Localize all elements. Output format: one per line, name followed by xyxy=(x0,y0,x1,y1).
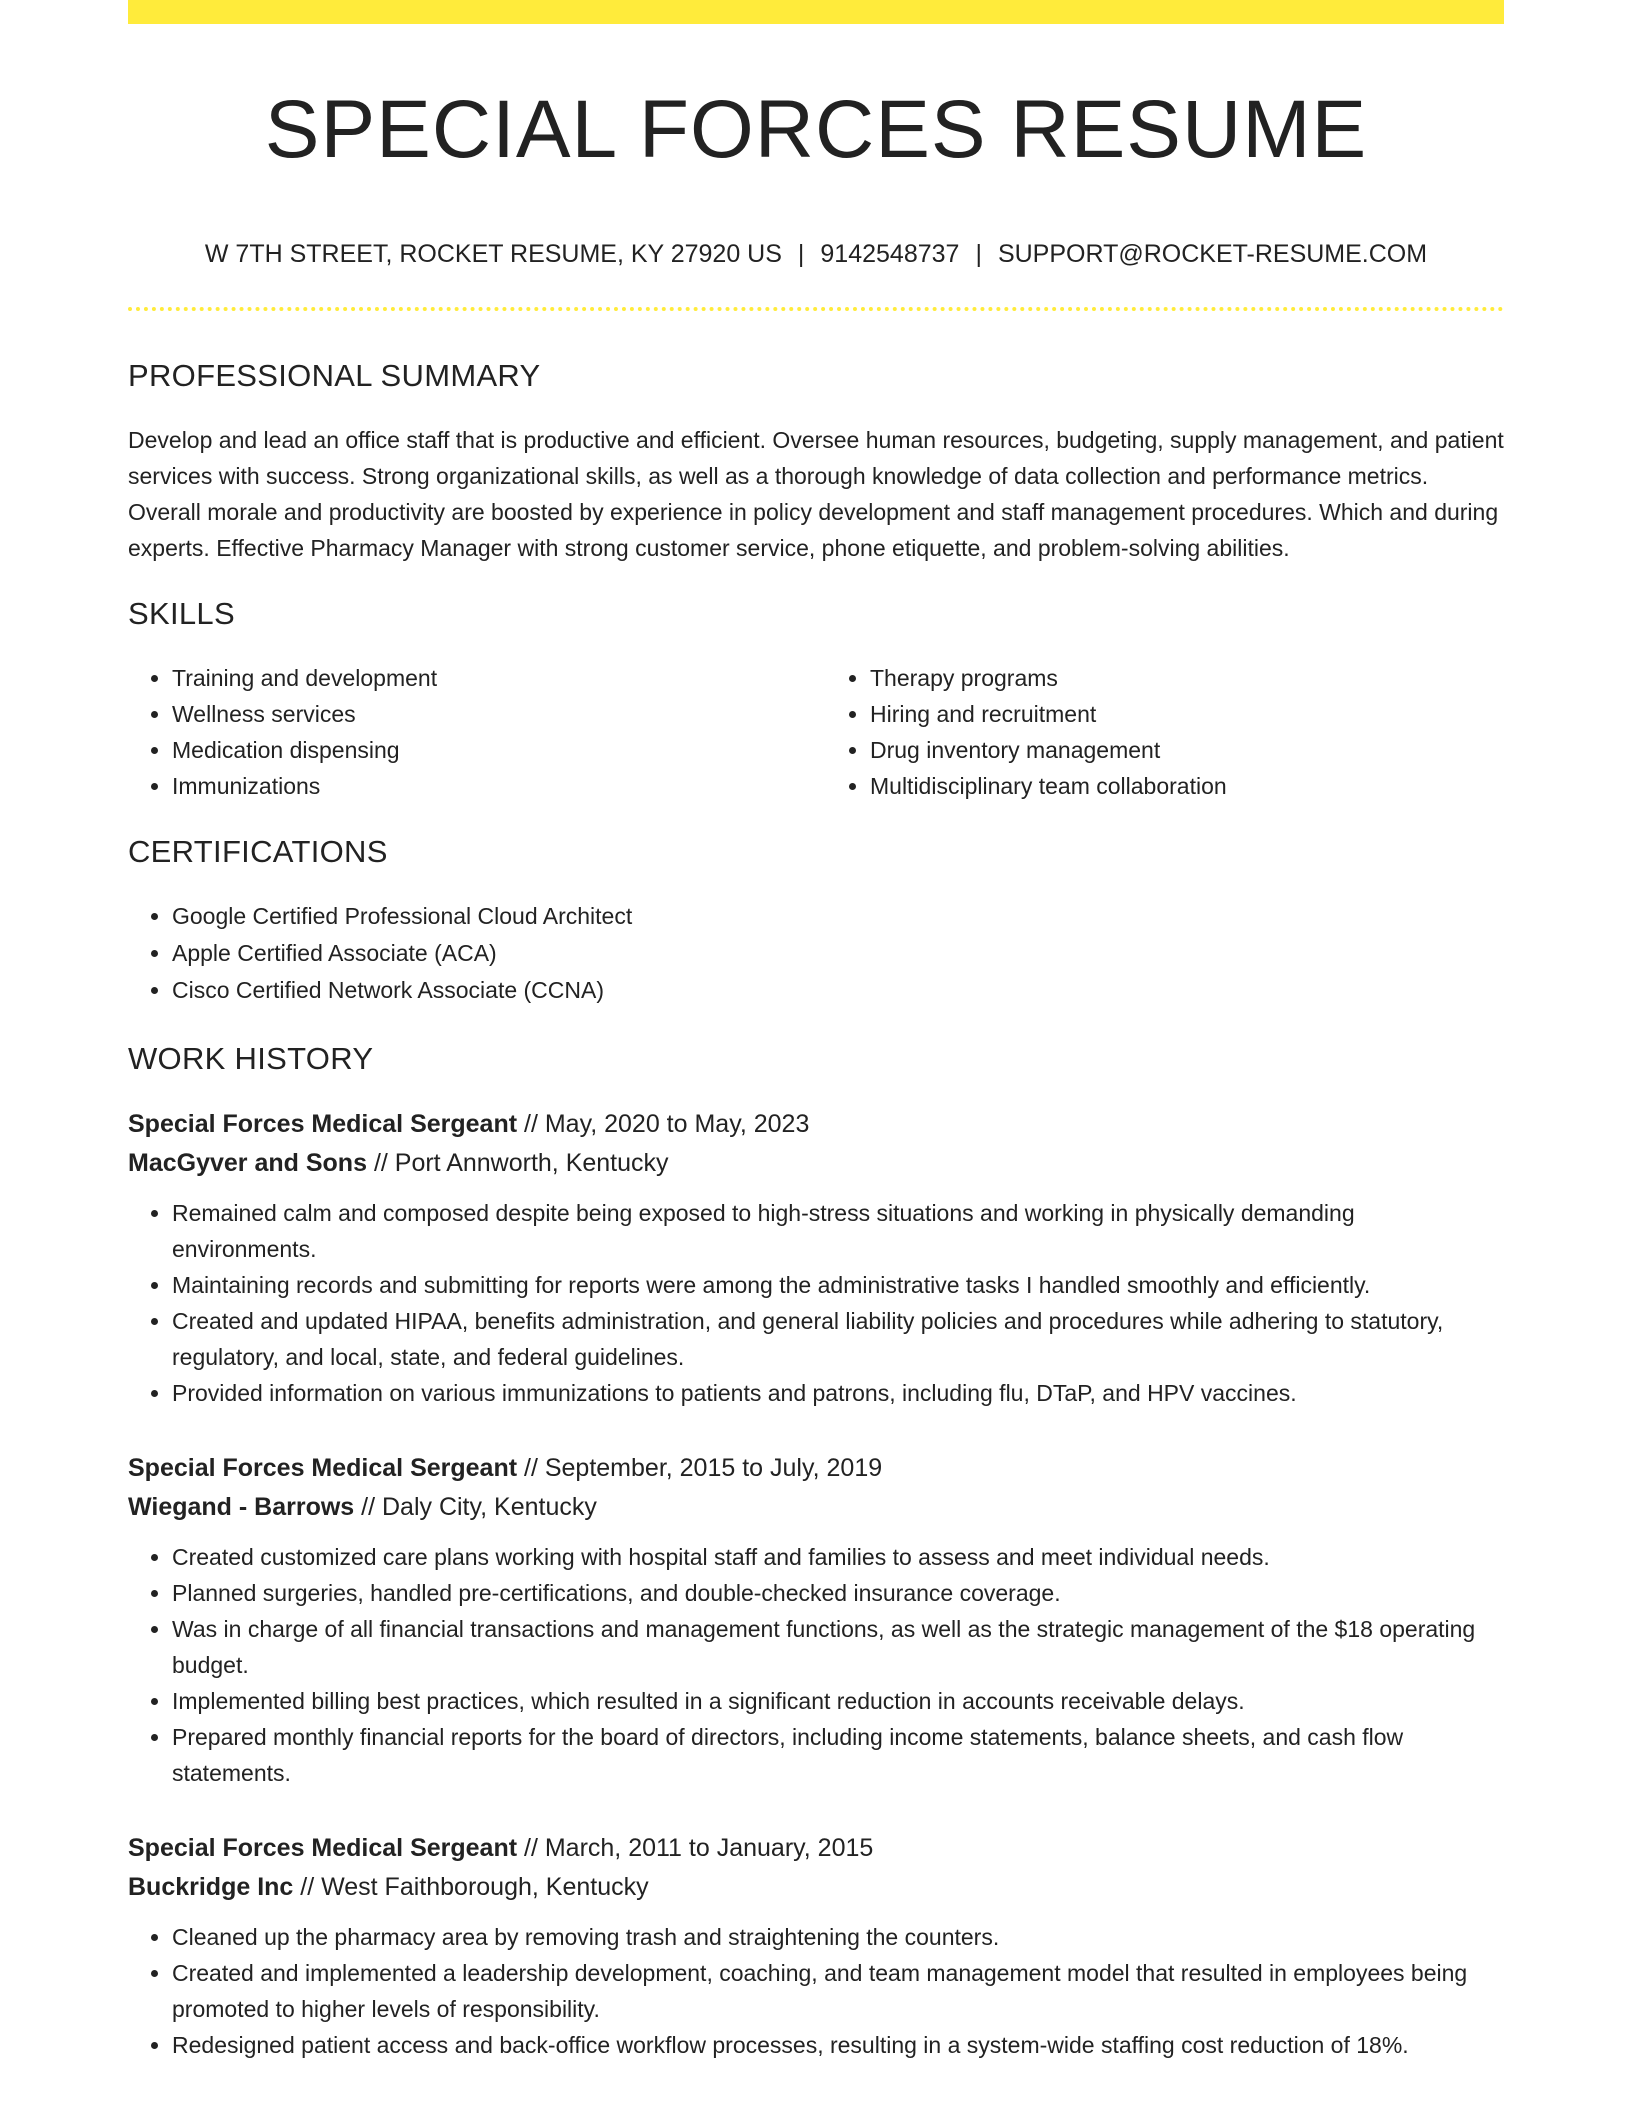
job-bullets xyxy=(128,1539,1504,1791)
top-accent-bar xyxy=(128,0,1504,24)
skills-list-right xyxy=(826,660,1504,804)
resume-title: SPECIAL FORCES RESUME xyxy=(264,84,1368,175)
summary-text: Develop and lead an office staff that is productive and efficient. Oversee human resources, budgeting, supply management, and patient services with success. Strong organizational skills, as well as a thorough knowledge of data collection and performance metrics. Overall morale and productivity are boosted by experience in policy development and staff management procedures. Which and during experts. Effective Pharmacy Manager with strong customer service, phone etiquette, and problem-solving abilities. xyxy=(128,427,1504,561)
job-dates: // September, 2015 to July, 2019 xyxy=(524,1454,883,1482)
job-company: MacGyver and Sons xyxy=(128,1149,367,1177)
job-location: // Daly City, Kentucky xyxy=(361,1493,597,1521)
skill-item: • Medication dispensing xyxy=(172,732,806,768)
job-company-line xyxy=(128,1144,1504,1183)
job-dates: // May, 2020 to May, 2023 xyxy=(524,1110,810,1138)
skill-item: • Immunizations xyxy=(172,768,806,804)
section-heading-skills: SKILLS xyxy=(128,596,235,631)
job-location: // Port Annworth, Kentucky xyxy=(373,1149,669,1177)
skill-item: • Wellness services xyxy=(172,696,806,732)
job-location: // West Faithborough, Kentucky xyxy=(300,1873,649,1901)
work-history-section xyxy=(128,1035,1504,2063)
section-heading-certifications: CERTIFICATIONS xyxy=(128,834,388,869)
certification-item: • Cisco Certified Network Associate (CCNA) xyxy=(172,972,1504,1009)
job-bullet: • Created and implemented a leadership development, coaching, and team management model that resulted in employees being promoted to higher levels of responsibility. xyxy=(172,1955,1504,2027)
job-bullet: • Redesigned patient access and back-office workflow processes, resulting in a system-wide staffing cost reduction of 18%. xyxy=(172,2027,1504,2063)
job-bullet: • Was in charge of all financial transactions and management functions, as well as the strategic management of the $18 operating budget. xyxy=(172,1611,1504,1683)
job-bullet: • Created customized care plans working with hospital staff and families to assess and meet individual needs. xyxy=(172,1539,1504,1575)
skills-list-left xyxy=(128,660,806,804)
job-bullet: • Remained calm and composed despite being exposed to high-stress situations and working in physically demanding environments. xyxy=(172,1195,1504,1267)
job-company: Buckridge Inc xyxy=(128,1873,294,1901)
job-title: Special Forces Medical Sergeant xyxy=(128,1834,518,1862)
job-bullets xyxy=(128,1195,1504,1411)
contact-address: W 7TH STREET, ROCKET RESUME, KY 27920 US xyxy=(204,240,782,268)
job-title-line xyxy=(128,1449,1504,1488)
skill-item: • Drug inventory management xyxy=(870,732,1504,768)
certification-item: • Google Certified Professional Cloud Architect xyxy=(172,898,1504,935)
header-divider xyxy=(128,307,1504,311)
skill-item: • Training and development xyxy=(172,660,806,696)
job-bullet: • Prepared monthly financial reports for the board of directors, including income statements, balance sheets, and cash flow statements. xyxy=(172,1719,1504,1791)
job-title: Special Forces Medical Sergeant xyxy=(128,1110,518,1138)
section-heading-work-history: WORK HISTORY xyxy=(128,1041,374,1076)
job-bullet: • Maintaining records and submitting for reports were among the administrative tasks I handled smoothly and efficiently. xyxy=(172,1267,1504,1303)
contact-phone[interactable]: 9142548737 xyxy=(820,240,960,268)
certification-item: • Apple Certified Associate (ACA) xyxy=(172,935,1504,972)
certifications-section xyxy=(128,828,1504,1009)
job-title-line xyxy=(128,1829,1504,1868)
contact-separator: | xyxy=(797,240,805,268)
job-entry xyxy=(128,1829,1504,2063)
section-heading-summary: PROFESSIONAL SUMMARY xyxy=(128,358,541,393)
resume-content xyxy=(128,352,1504,2101)
job-bullets xyxy=(128,1919,1504,2063)
skill-item: • Therapy programs xyxy=(870,660,1504,696)
job-bullet: • Provided information on various immunizations to patients and patrons, including flu, DTaP, and HPV vaccines. xyxy=(172,1375,1504,1411)
job-title: Special Forces Medical Sergeant xyxy=(128,1454,518,1482)
contact-line xyxy=(128,236,1504,272)
job-bullet: • Cleaned up the pharmacy area by removing trash and straightening the counters. xyxy=(172,1919,1504,1955)
job-company: Wiegand - Barrows xyxy=(128,1493,355,1521)
job-entry xyxy=(128,1449,1504,1791)
job-entry xyxy=(128,1105,1504,1411)
skills-grid xyxy=(128,660,1504,804)
job-dates: // March, 2011 to January, 2015 xyxy=(524,1834,874,1862)
certifications-list xyxy=(128,898,1504,1009)
job-company-line xyxy=(128,1868,1504,1907)
summary-section xyxy=(128,352,1504,566)
job-bullet: • Created and updated HIPAA, benefits administration, and general liability policies and procedures while adhering to statutory, regulatory, and local, state, and federal guidelines. xyxy=(172,1303,1504,1375)
job-bullet: • Implemented billing best practices, which resulted in a significant reduction in accounts receivable delays. xyxy=(172,1683,1504,1719)
job-bullet: • Planned surgeries, handled pre-certifications, and double-checked insurance coverage. xyxy=(172,1575,1504,1611)
skills-section xyxy=(128,590,1504,804)
skill-item: • Multidisciplinary team collaboration xyxy=(870,768,1504,804)
contact-separator: | xyxy=(975,240,982,268)
skill-item: • Hiring and recruitment xyxy=(870,696,1504,732)
job-title-line xyxy=(128,1105,1504,1144)
contact-email[interactable]: SUPPORT@ROCKET-RESUME.COM xyxy=(997,240,1428,268)
job-company-line xyxy=(128,1488,1504,1527)
